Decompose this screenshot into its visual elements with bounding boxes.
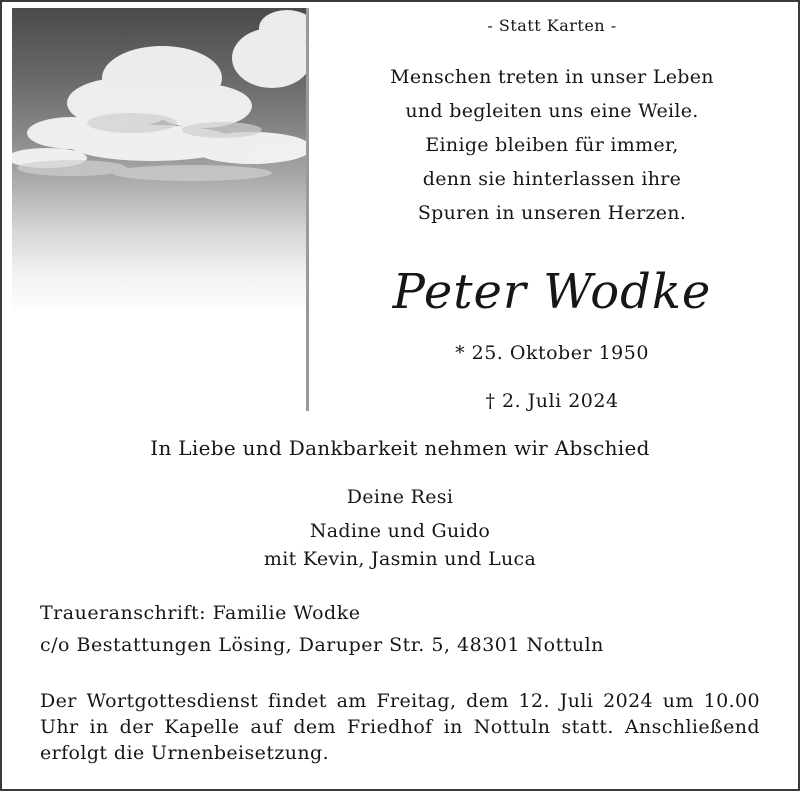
header-statt-karten: - Statt Karten - <box>487 16 617 35</box>
poem <box>312 60 792 230</box>
service-notice: Der Wortgottesdienst findet am Freitag, dem 12. Juli 2024 um 10.00 Uhr in der Kapelle auf dem Friedhof in Nottuln statt. Anschließend erfolgt die Urnenbeisetzung. <box>40 690 760 764</box>
death-date: † 2. Juli 2024 <box>485 390 619 412</box>
poem-line: denn sie hinterlassen ihre <box>422 168 682 190</box>
family-line: Deine Resi <box>346 486 454 508</box>
poem-line: Spuren in unseren Herzen. <box>417 202 687 224</box>
poem-line: Einige bleiben für immer, <box>425 134 679 156</box>
family-line: Nadine und Guido <box>309 520 491 542</box>
clouds-graphic <box>12 8 306 411</box>
address-line: Traueranschrift: Familie Wodke <box>40 602 361 624</box>
farewell-line: In Liebe und Dankbarkeit nehmen wir Abschied <box>150 436 650 460</box>
poem-line: Menschen treten in unser Leben <box>390 66 714 88</box>
birth-date: * 25. Oktober 1950 <box>455 342 649 364</box>
deceased-name: Peter Wodke <box>392 264 712 320</box>
address-line: c/o Bestattungen Lösing, Daruper Str. 5, 48301 Nottuln <box>40 634 604 656</box>
poem-line: und begleiten uns eine Weile. <box>405 100 699 122</box>
sky-clouds-image <box>12 8 306 411</box>
family-line: mit Kevin, Jasmin und Luca <box>263 548 537 570</box>
image-divider <box>306 8 309 411</box>
